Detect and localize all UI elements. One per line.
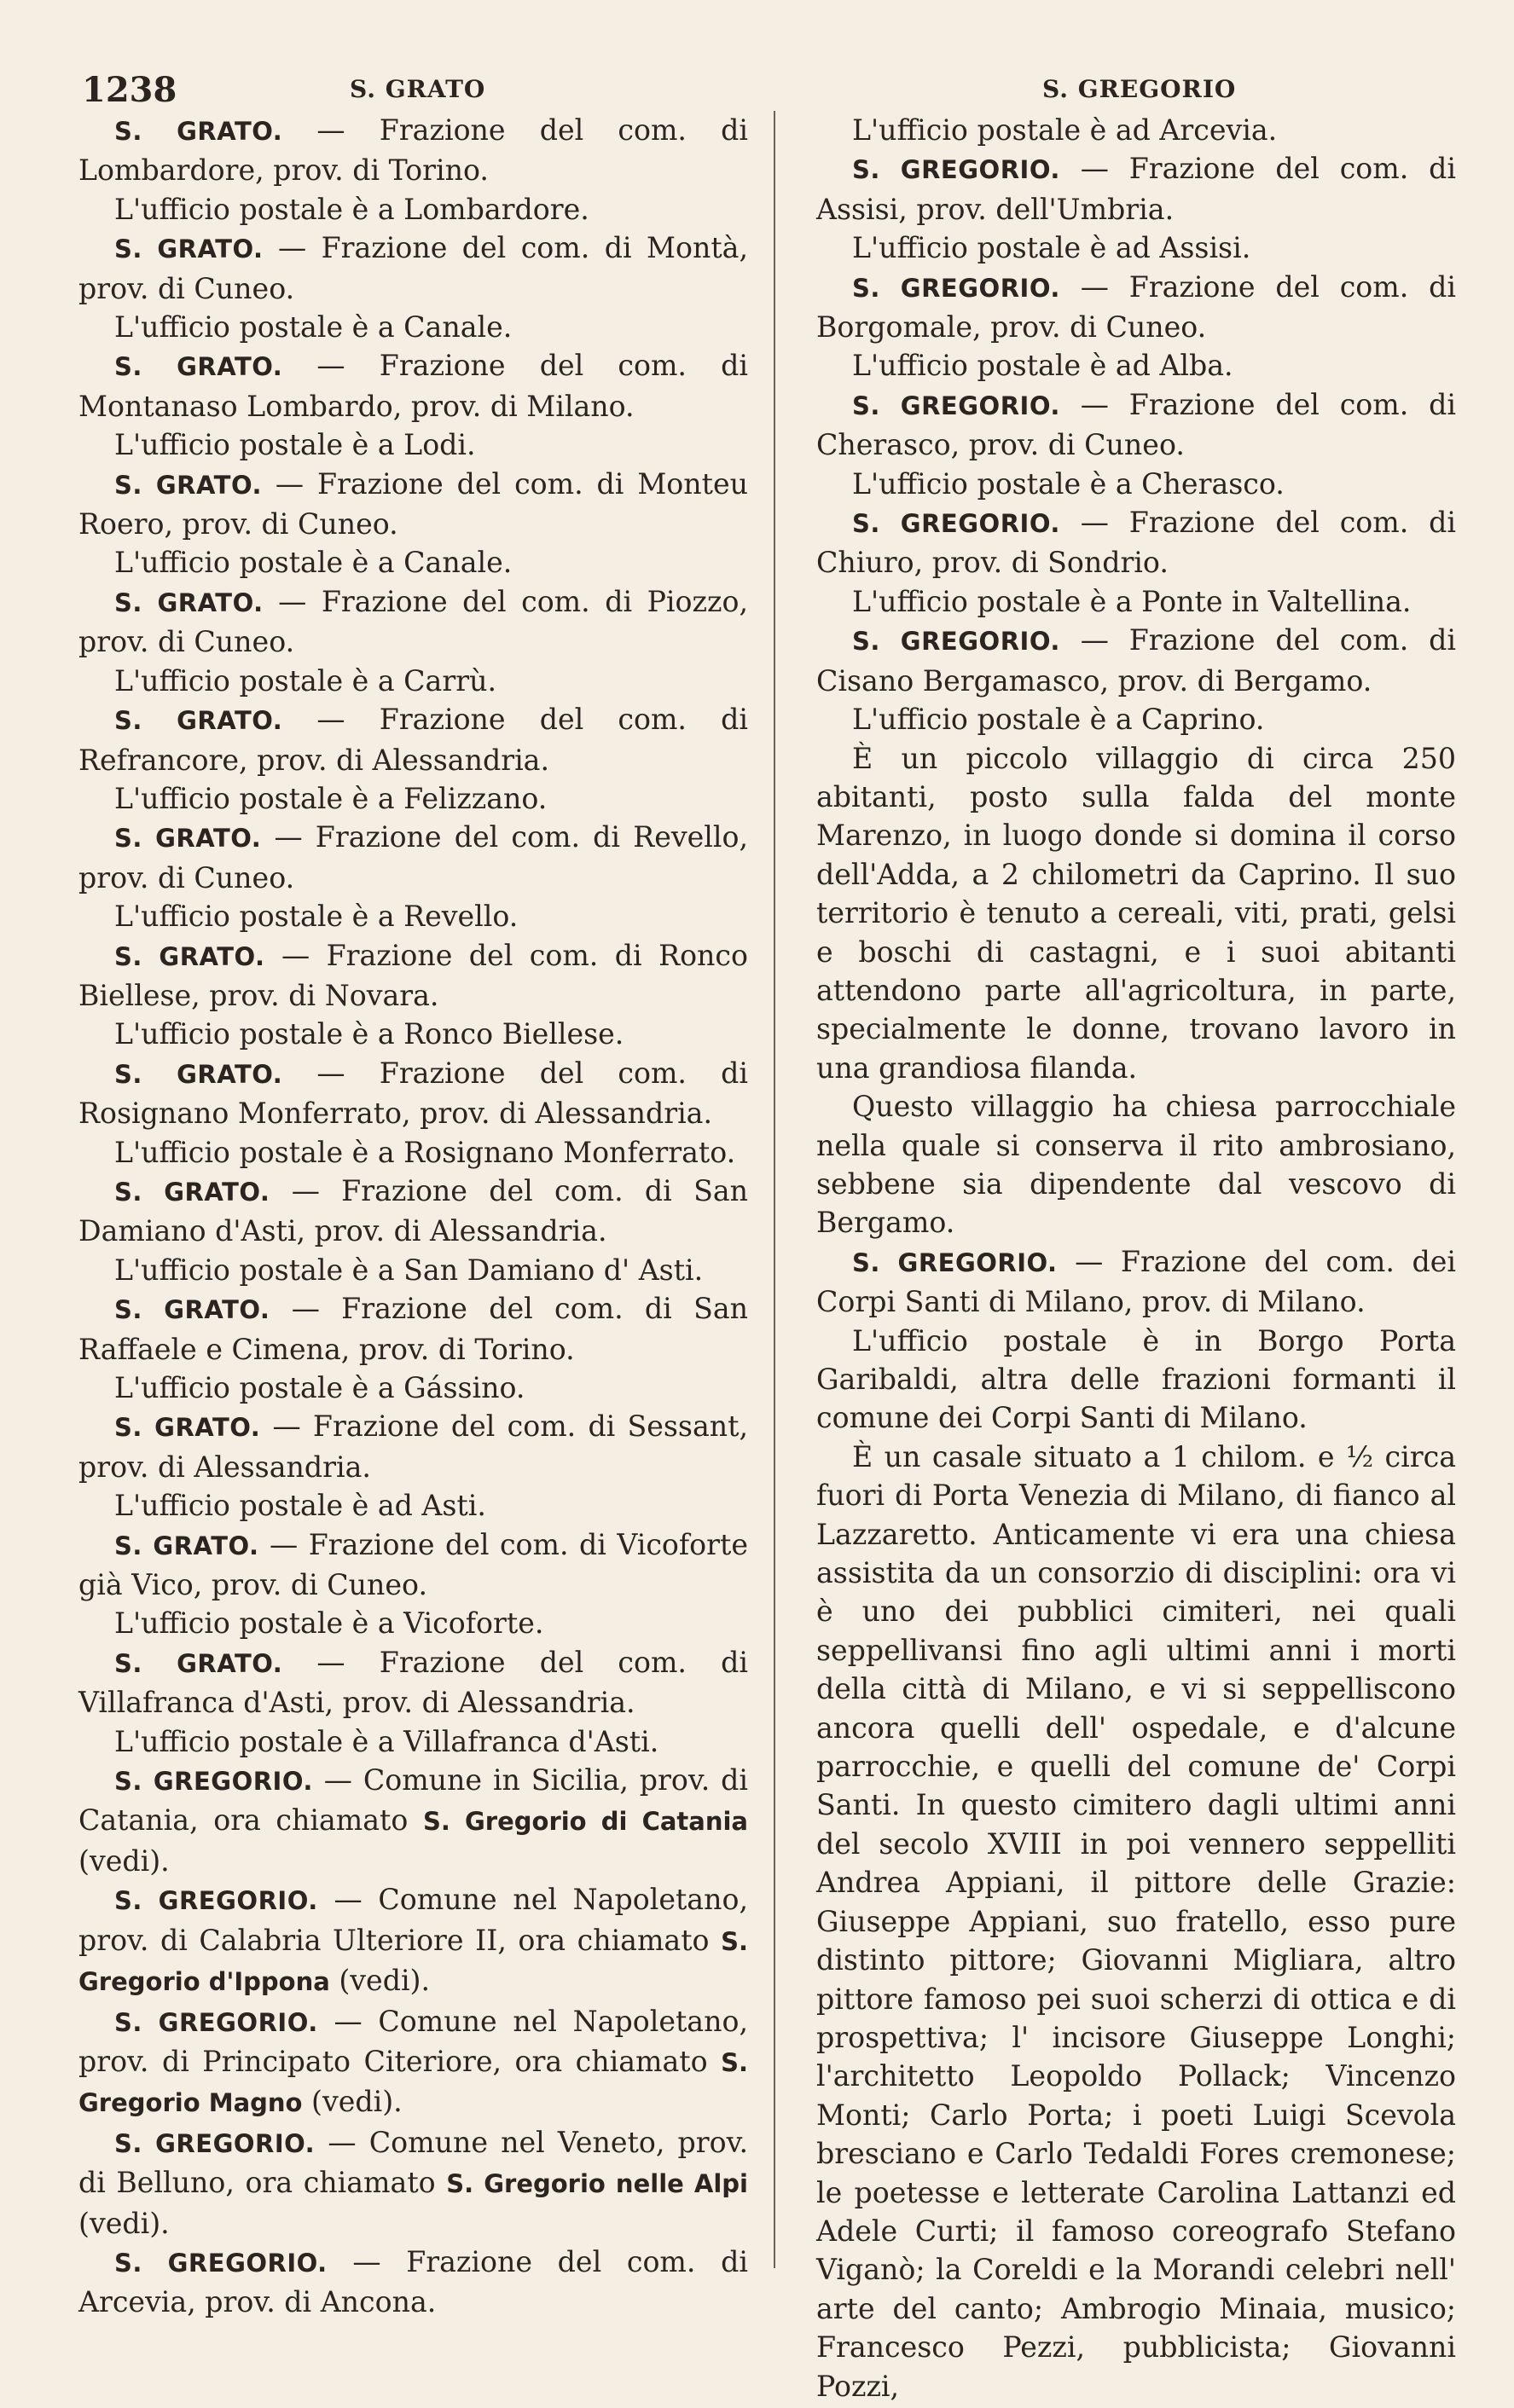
entry-text: L'ufficio postale è a Rosignano Monferrato.: [114, 1135, 736, 1169]
entry-text: — Frazione del com. di San Damiano d'Asti, prov. di Alessandria.: [78, 1173, 748, 1248]
entry-text: — Comune in Sicilia, prov. di Catania, ora chiamato: [78, 1763, 748, 1838]
text-paragraph: [816, 1438, 1456, 2405]
text-paragraph: [78, 1133, 748, 1172]
entry-text: — Frazione del com. di Rosignano Monferrato, prov. di Alessandria.: [78, 1056, 749, 1131]
entry-heading: S. GRATO.: [114, 706, 283, 736]
entry-heading: S. GRATO.: [114, 470, 262, 500]
entry-text: — Frazione del com. di Chiuro, prov. di Sondrio.: [816, 506, 1456, 580]
text-paragraph: [78, 190, 748, 229]
text-paragraph: [78, 1369, 748, 1407]
entry-paragraph: [78, 700, 748, 779]
entry-text: — Frazione del com. di Ronco Biellese, prov. di Novara.: [78, 938, 748, 1012]
left-column: [78, 111, 748, 2322]
entry-paragraph: [78, 936, 748, 1016]
entry-text: — Frazione del com. di San Raffaele e Cimena, prov. di Torino.: [78, 1292, 748, 1366]
entry-text: — Frazione del com. di Monteu Roero, prov. di Cuneo.: [78, 466, 749, 541]
right-column: [816, 111, 1456, 2405]
entry-text: — Frazione del com. di Revello, prov. di Cuneo.: [78, 820, 748, 894]
text-paragraph: [78, 1015, 748, 1053]
entry-text: L'ufficio postale è ad Arcevia.: [852, 113, 1278, 147]
entry-paragraph: [78, 346, 748, 425]
entry-text: L'ufficio postale è ad Assisi.: [852, 231, 1251, 265]
text-paragraph: [816, 1322, 1456, 1438]
entry-text: L'ufficio postale è a Gássino.: [114, 1371, 525, 1404]
entry-text-tail: (vedi).: [78, 1844, 170, 1878]
entry-heading: S. GRATO.: [114, 1413, 261, 1443]
entry-text: L'ufficio postale è a Lombardore.: [114, 192, 589, 226]
text-paragraph: [816, 346, 1456, 385]
text-paragraph: [78, 308, 748, 346]
entry-text: L'ufficio postale è a Vicoforte.: [114, 1606, 544, 1641]
entry-heading: S. GREGORIO.: [114, 1767, 313, 1797]
text-paragraph: [78, 1604, 748, 1642]
text-paragraph: [816, 465, 1456, 503]
entry-paragraph: [78, 1643, 748, 1722]
entry-heading: S. GRATO.: [114, 1531, 259, 1560]
text-paragraph: [78, 1486, 748, 1525]
entry-heading: S. GRATO.: [114, 1648, 283, 1678]
entry-text: L'ufficio postale è a Cherasco.: [852, 466, 1285, 501]
entry-text: — Frazione del com. di Villafranca d'Asti, prov. di Alessandria.: [78, 1645, 749, 1720]
entry-text: L'ufficio postale è a Villafranca d'Asti.: [114, 1724, 659, 1758]
entry-heading: S. GREGORIO.: [114, 1886, 318, 1916]
text-paragraph: [78, 543, 748, 582]
entry-text: L'ufficio postale è ad Asti.: [114, 1489, 486, 1523]
entry-reference: S. Gregorio di Catania: [422, 1807, 749, 1837]
entry-paragraph: [78, 1407, 748, 1486]
entry-reference: S. Gregorio Magno: [78, 2047, 748, 2118]
text-paragraph: [78, 662, 748, 700]
entry-text: L'ufficio postale è a Canale.: [114, 310, 513, 344]
entry-text: — Comune nel Napoletano, prov. di Calabria Ulteriore II, ora chiamato: [78, 1883, 748, 1957]
entry-text: — Comune nel Veneto, prov. di Belluno, ora chiamato: [78, 2125, 748, 2200]
entry-text: — Frazione del com. di Vicoforte già Vico, prov. di Cuneo.: [78, 1527, 749, 1602]
entry-heading: S. GRATO.: [114, 941, 265, 971]
text-paragraph: [78, 779, 748, 818]
entry-heading: S. GRATO.: [114, 1059, 283, 1089]
entry-text: — Frazione del com. di Borgomale, prov. di Cuneo.: [816, 269, 1456, 344]
entry-paragraph: [78, 111, 748, 190]
running-head-right: S. GREGORIO: [1042, 75, 1237, 103]
entry-text: L'ufficio postale è a Carrù.: [114, 663, 496, 698]
entry-paragraph: [816, 503, 1456, 582]
entry-paragraph: [78, 229, 748, 308]
entry-paragraph: [816, 385, 1456, 465]
entry-text-tail: (vedi).: [78, 2206, 170, 2240]
text-paragraph: [78, 1722, 748, 1761]
entry-heading: S. GRATO.: [114, 234, 264, 264]
entry-paragraph: [78, 1880, 748, 2001]
entry-text: — Frazione del com. di Lombardore, prov. di Torino.: [78, 113, 749, 188]
column-rule: [774, 111, 775, 2268]
entry-paragraph: [816, 1242, 1456, 1322]
text-paragraph: [78, 897, 748, 935]
entry-text: — Frazione del com. di Cisano Bergamasco, prov. di Bergamo.: [816, 623, 1456, 698]
entry-paragraph: [78, 1054, 748, 1133]
entry-heading: S. GREGORIO.: [114, 2248, 328, 2278]
entry-text: — Frazione del com. di Piozzo, prov. di Cuneo.: [78, 584, 749, 659]
entry-text: Questo villaggio ha chiesa parrocchiale nella quale si conserva il rito ambrosiano, sebbene sia dipendente dal vescovo di Bergamo.: [816, 1090, 1456, 1240]
entry-text: L'ufficio postale è a San Damiano d' Asti.: [114, 1253, 704, 1287]
entry-text: L'ufficio postale è a Lodi.: [114, 428, 476, 462]
entry-heading: S. GRATO.: [114, 588, 264, 617]
entry-paragraph: [78, 2123, 748, 2243]
entry-text: L'ufficio postale è in Borgo Porta Garibaldi, altra delle frazioni formanti il comune dei Corpi Santi di Milano.: [816, 1323, 1456, 1435]
page-number: 1238: [82, 70, 177, 110]
entry-text: L'ufficio postale è a Ronco Biellese.: [114, 1017, 624, 1051]
entry-paragraph: [78, 818, 748, 897]
entry-heading: S. GRATO.: [114, 1295, 270, 1325]
text-paragraph: [816, 582, 1456, 621]
entry-text: È un casale situato a 1 chilom. e ½ circa fuori di Porta Venezia di Milano, di fianco al Lazzaretto. Anticamente vi era una chiesa assistita da un consorzio di disciplini: ora vi è uno dei pubblici cimiteri, nei quali seppellivansi fino agli ultimi anni i morti della città di Milano, e vi si seppelliscono ancora quelli dell' ospedale, e d'alcune parrocchie, e quelli del comune de' Corpi Santi. In questo cimitero dagli ultimi anni del secolo XVIII in poi vennero seppelliti Andrea Appiani, il pittore delle Grazie: Giuseppe Appiani, suo fratello, esso pure distinto pittore; Giovanni Migliara, altro pittore famoso pei suoi scherzi di ottica e di prospettiva; l' incisore Giuseppe Longhi; l'architetto Leopoldo Pollack; Vincenzo Monti; Carlo Porta; i poeti Luigi Scevola bresciano e Carlo Tedaldi Fores cremonese; le poetesse e letterate Carolina Lattanzi ed Adele Curti; il famoso coreografo Stefano Viganò; la Coreldi e la Morandi celebri nell' arte del canto; Ambrogio Minaia, musico; Francesco Pezzi, pubblicista; Giovanni Pozzi,: [816, 1439, 1456, 2403]
entry-paragraph: [816, 149, 1456, 229]
entry-paragraph: [78, 1761, 748, 1880]
text-paragraph: [816, 700, 1456, 738]
entry-paragraph: [816, 621, 1456, 700]
text-paragraph: [816, 1087, 1456, 1242]
entry-text: L'ufficio postale è a Felizzano.: [114, 781, 548, 815]
entry-reference: S. Gregorio d'Ippona: [78, 1926, 748, 1997]
entry-text: — Frazione del com. di Refrancore, prov. di Alessandria.: [78, 703, 749, 777]
text-paragraph: [816, 739, 1456, 1088]
entry-text: — Frazione del com. di Montà, prov. di Cuneo.: [78, 231, 749, 305]
text-paragraph: [78, 1251, 748, 1289]
entry-heading: S. GREGORIO.: [852, 155, 1060, 185]
entry-heading: S. GRATO.: [114, 117, 283, 146]
entry-heading: S. GREGORIO.: [114, 2128, 316, 2158]
entry-paragraph: [78, 1172, 748, 1251]
entry-text: L'ufficio postale è a Revello.: [114, 900, 519, 934]
entry-text: È un piccolo villaggio di circa 250 abitanti, posto sulla falda del monte Marenzo, in luogo donde si domina il corso dell'Adda, a 2 chilometri da Caprino. Il suo territorio è tenuto a cereali, viti, prati, gelsi e boschi di castagni, e i suoi abitanti attendono parte all'agricoltura, in parte, specialmente le donne, trovano lavoro in una grandiosa filanda.: [816, 741, 1456, 1085]
entry-heading: S. GREGORIO.: [852, 627, 1060, 657]
entry-text: L'ufficio postale è a Ponte in Valtellina.: [852, 584, 1412, 618]
text-paragraph: [78, 425, 748, 464]
running-head-left: S. GRATO: [350, 75, 486, 103]
entry-paragraph: [78, 2243, 748, 2322]
entry-heading: S. GREGORIO.: [114, 2007, 318, 2037]
text-paragraph: [816, 111, 1456, 149]
entry-paragraph: [78, 465, 748, 544]
entry-text: — Frazione del com. di Cherasco, prov. di Cuneo.: [816, 387, 1456, 462]
entry-text: L'ufficio postale è a Caprino.: [852, 703, 1265, 737]
entry-heading: S. GRATO.: [114, 824, 262, 854]
entry-text: — Frazione del com. di Arcevia, prov. di Ancona.: [78, 2244, 748, 2319]
entry-heading: S. GRATO.: [114, 1177, 270, 1207]
entry-text-tail: (vedi).: [302, 2085, 403, 2119]
entry-text-tail: (vedi).: [329, 1964, 431, 1998]
entry-paragraph: [78, 2002, 748, 2123]
entry-paragraph: [816, 268, 1456, 347]
entry-heading: S. GREGORIO.: [852, 509, 1060, 539]
entry-paragraph: [78, 1525, 748, 1605]
entry-text: — Frazione del com. di Sessant, prov. di Alessandria.: [78, 1409, 749, 1484]
entry-text: — Frazione del com. di Assisi, prov. dell'Umbria.: [816, 152, 1456, 226]
entry-heading: S. GRATO.: [114, 352, 283, 382]
entry-text: L'ufficio postale è ad Alba.: [852, 349, 1233, 383]
entry-text: L'ufficio postale è a Canale.: [114, 546, 513, 580]
entry-heading: S. GREGORIO.: [852, 391, 1060, 420]
entry-text: — Frazione del com. dei Corpi Santi di Milano, prov. di Milano.: [816, 1244, 1456, 1319]
entry-heading: S. GREGORIO.: [852, 1247, 1058, 1277]
entry-text: — Frazione del com. di Montanaso Lombardo, prov. di Milano.: [78, 349, 749, 423]
entry-paragraph: [78, 582, 748, 662]
entry-reference: S. Gregorio nelle Alpi: [446, 2169, 748, 2199]
entry-paragraph: [78, 1289, 748, 1369]
text-paragraph: [816, 229, 1456, 267]
entry-heading: S. GREGORIO.: [852, 273, 1060, 303]
entry-text: — Comune nel Napoletano, prov. di Principato Citeriore, ora chiamato: [78, 2004, 748, 2078]
